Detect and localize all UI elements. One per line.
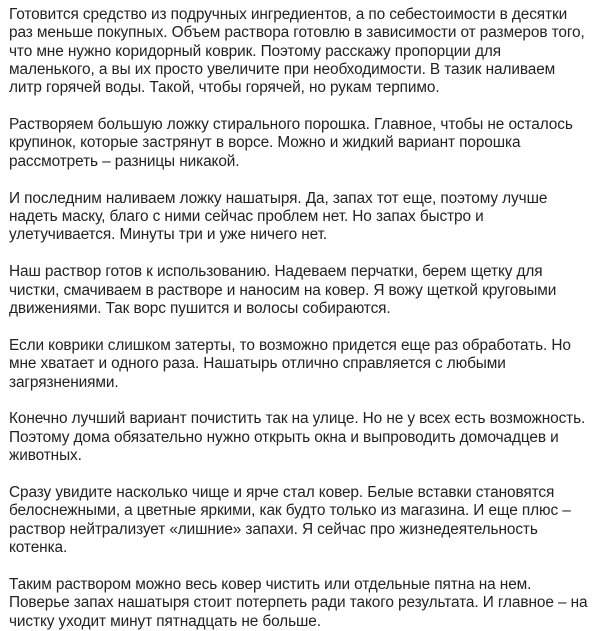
paragraph: Конечно лучший вариант почистить так на улице. Но не у всех есть возможность. Поэтому дома обязательно нужно открыть окна и выпроводить домочадцев и животных.	[9, 410, 586, 465]
paragraph: Наш раствор готов к использованию. Надеваем перчатки, берем щетку для чистки, смачиваем в растворе и наносим на ковер. Я вожу щеткой круговыми движениями. Так ворс пушится и волосы собираются.	[9, 263, 557, 317]
paragraph: Готовится средство из подручных ингредиентов, а по себестоимости в десятки раз меньше покупных. Объем раствора готовлю в зависимости от размеров того, что мне нужно коридорный коврик. Поэтому расскажу пропорции для маленького, а вы их просто увеличите при необходимости. В тазик наливаем литр горячей воды. Такой, чтобы горячей, но рукам терпимо.	[9, 6, 585, 97]
paragraph: И последним наливаем ложку нашатыря. Да, запах тот еще, поэтому лучше надеть маску, благо с ними сейчас проблем нет. Но запах быстро и улетучивается. Минуты три и уже ничего нет.	[9, 189, 548, 244]
article-body	[9, 6, 589, 631]
paragraph: Сразу увидите насколько чище и ярче стал ковер. Белые вставки становятся белоснежными, а цветные яркими, как будто только из магазина. И еще плюс – раствор нейтрализует «лишние» запахи. Я сейчас про жизнедеятельность котенка.	[9, 484, 571, 556]
paragraph: Если коврики слишком затерты, то возможно придется еще раз обработать. Но мне хватает и одного раза. Нашатырь отлично справляется с любыми загрязнениями.	[9, 336, 571, 391]
paragraph: Растворяем большую ложку стирального порошка. Главное, чтобы не осталось крупинок, которые застрянут в ворсе. Можно и жидкий вариант порошка рассмотреть – разницы никакой.	[9, 116, 573, 170]
paragraph: Таким раствором можно весь ковер чистить или отдельные пятна на нем. Поверье запах нашатыря стоит потерпеть ради такого результата. И главное – на чистку уходит минут пятнадцать не больше.	[9, 575, 588, 630]
